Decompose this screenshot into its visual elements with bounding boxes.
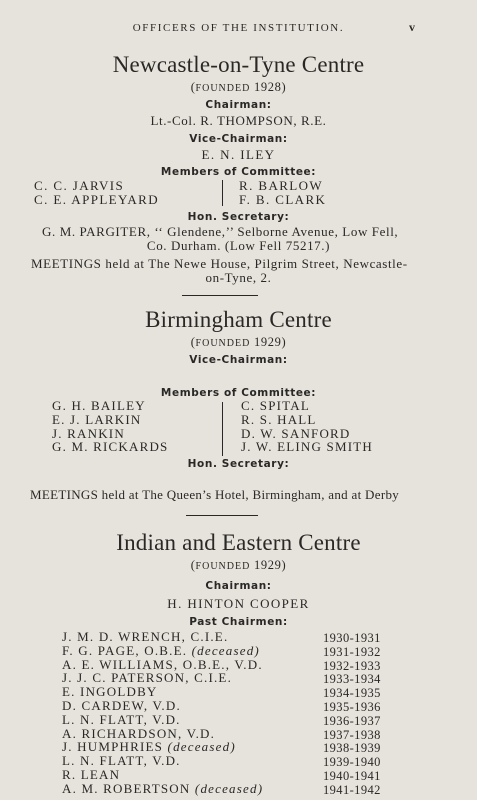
term-years: 1932-1933 [323,658,381,673]
newcastle-committee-label: Members of Committee: [160,166,317,178]
founded-year: 1929 [254,335,282,349]
past-chairman-row: A. M. ROBERTSON (deceased) [62,780,264,796]
newcastle-founded: (FOUNDED 1928) [190,80,287,94]
past-chairman-row: J. M. D. WRENCH, C.I.E. [62,629,229,644]
birmingham-title: Birmingham Centre [145,307,332,332]
term-years: 1935-1936 [323,699,381,714]
founded-word: FOUNDED [195,561,251,572]
founded-word: FOUNDED [195,83,251,94]
birmingham-committee-label: Members of Committee: [160,387,317,399]
committee-member: C. SPITAL [241,398,310,413]
newcastle-vice-chairman-label: Vice-Chairman: [189,133,288,145]
term-years: 1940-1941 [323,768,381,783]
page-number: v [409,20,415,34]
past-chairman-row: E. INGOLDBY [62,684,158,700]
birmingham-founded: (FOUNDED 1929) [190,335,287,349]
committee-member: G. M. RICKARDS [52,439,169,455]
newcastle-meetings-line2: on-Tyne, 2. [205,270,272,285]
birmingham-secretary-label: Hon. Secretary: [187,458,290,470]
term-years: 1930-1931 [323,631,381,645]
term-years: 1931-1932 [323,644,381,659]
term-years: 1934-1935 [323,686,381,701]
newcastle-vice-chairman: E. N. ILEY [201,147,276,162]
term-years: 1933-1934 [323,672,381,687]
term-years: 1939-1940 [323,755,381,770]
past-chairman-row: J. J. C. PATERSON, C.I.E. [62,670,233,686]
committee-divider [222,180,223,206]
newcastle-chairman-label: Chairman: [205,99,272,111]
committee-member: R. S. HALL [241,411,317,427]
committee-member: J. W. ELING SMITH [241,439,373,455]
past-chairman-row: J. HUMPHRIES (deceased) [62,739,236,755]
birmingham-committee-left [52,399,168,454]
term-years: 1937-1938 [323,727,381,742]
newcastle-title: Newcastle-on-Tyne Centre [112,52,365,77]
indian-chairman: H. HINTON COOPER [167,596,310,611]
newcastle-meetings-line1: MEETINGS held at The Newe House, Pilgrim Street, Newcastle- [31,256,408,271]
past-chairman-row: F. G. PAGE, O.B.E. (deceased) [62,642,260,658]
past-chairman-row: R. LEAN [62,766,121,782]
committee-member: D. W. SANFORD [241,425,351,441]
newcastle-secretary-line2: Co. Durham. (Low Fell 75217.) [146,238,331,253]
past-chairman-row: D. CARDEW, V.D. [62,697,181,713]
committee-divider [222,402,223,456]
committee-member: E. J. LARKIN [52,411,142,427]
newcastle-committee-right-2: F. B. CLARK [239,192,327,207]
indian-founded: (FOUNDED 1929) [190,558,287,572]
newcastle-secretary-label: Hon. Secretary: [187,211,290,223]
committee-member: J. RANKIN [52,425,125,441]
newcastle-committee-left-2: C. E. APPLEYARD [34,192,160,207]
founded-year: 1928 [254,80,282,94]
newcastle-chairman: Lt.-Col. R. THOMPSON, R.E. [150,113,327,128]
birmingham-vice-chairman-label: Vice-Chairman: [189,354,288,366]
section-divider [182,295,258,296]
past-chairman-row: A. RICHARDSON, V.D. [62,725,216,741]
running-header: OFFICERS OF THE INSTITUTION. [132,22,345,34]
past-chairmen-years [323,632,381,798]
past-chairmen-names [62,630,263,796]
birmingham-meetings: MEETINGS held at The Queen’s Hotel, Birmingham, and at Derby [30,487,400,502]
birmingham-committee-right [241,399,373,454]
past-chairman-row: L. N. FLATT, V.D. [62,711,181,727]
past-chairman-row: A. E. WILLIAMS, O.B.E., V.D. [62,656,263,672]
newcastle-secretary-line1: G. M. PARGITER, ‘‘ Glendene,’’ Selborne Avenue, Low Fell, [42,224,399,239]
term-years: 1936-1937 [323,713,381,728]
term-years: 1941-1942 [323,782,381,797]
newcastle-committee-left-1: C. C. JARVIS [34,178,125,193]
indian-past-chairmen-label: Past Chairmen: [189,616,288,628]
newcastle-committee-right-1: R. BARLOW [239,178,324,193]
indian-chairman-label: Chairman: [205,580,272,592]
term-years: 1938-1939 [323,741,381,756]
section-divider [186,515,258,516]
past-chairman-row: L. N. FLATT, V.D. [62,753,181,769]
founded-word: FOUNDED [195,338,251,349]
indian-title: Indian and Eastern Centre [116,530,361,555]
founded-year: 1929 [254,558,282,572]
committee-member: G. H. BAILEY [52,398,146,413]
